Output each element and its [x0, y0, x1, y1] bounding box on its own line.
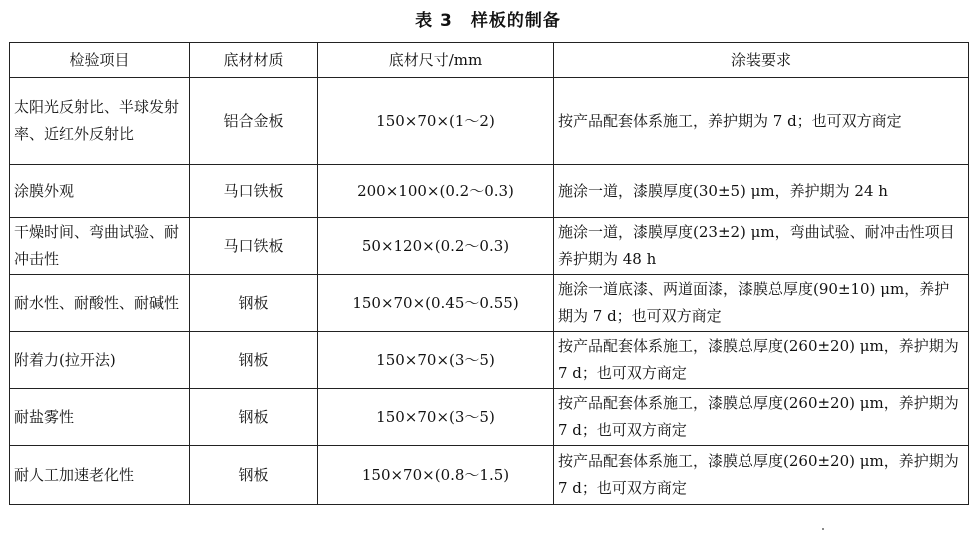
- cell-size: 50×120×(0.2～0.3): [318, 218, 554, 275]
- table-row: [10, 446, 969, 505]
- cell-test-item: 耐人工加速老化性: [10, 446, 190, 505]
- cell-requirement: 按产品配套体系施工，漆膜总厚度(260±20) μm，养护期为 7 d；也可双方商定: [554, 446, 969, 505]
- scan-speck: [822, 528, 824, 530]
- cell-size: 200×100×(0.2～0.3): [318, 165, 554, 218]
- specimen-preparation-table: [9, 42, 969, 505]
- header-substrate-material: 底材材质: [190, 43, 318, 78]
- cell-material: 马口铁板: [190, 218, 318, 275]
- table-row: [10, 78, 969, 165]
- table-row: [10, 218, 969, 275]
- table-row: [10, 332, 969, 389]
- cell-size: 150×70×(0.8～1.5): [318, 446, 554, 505]
- header-coating-requirement: 涂装要求: [554, 43, 969, 78]
- cell-requirement: 施涂一道，漆膜厚度(23±2) μm，弯曲试验、耐冲击性项目养护期为 48 h: [554, 218, 969, 275]
- cell-requirement: 按产品配套体系施工，漆膜总厚度(260±20) μm，养护期为 7 d；也可双方商定: [554, 389, 969, 446]
- cell-test-item: 附着力(拉开法): [10, 332, 190, 389]
- cell-material: 钢板: [190, 275, 318, 332]
- table-caption: [0, 6, 976, 31]
- cell-test-item: 耐水性、耐酸性、耐碱性: [10, 275, 190, 332]
- cell-size: 150×70×(1～2): [318, 78, 554, 165]
- header-test-item: 检验项目: [10, 43, 190, 78]
- cell-material: 铝合金板: [190, 78, 318, 165]
- cell-size: 150×70×(3～5): [318, 332, 554, 389]
- cell-test-item: 干燥时间、弯曲试验、耐冲击性: [10, 218, 190, 275]
- cell-requirement: 施涂一道，漆膜厚度(30±5) μm，养护期为 24 h: [554, 165, 969, 218]
- cell-requirement: 施涂一道底漆、两道面漆，漆膜总厚度(90±10) μm，养护期为 7 d；也可双方商定: [554, 275, 969, 332]
- table-row: [10, 165, 969, 218]
- cell-material: 钢板: [190, 332, 318, 389]
- cell-material: 马口铁板: [190, 165, 318, 218]
- cell-test-item: 涂膜外观: [10, 165, 190, 218]
- cell-requirement: 按产品配套体系施工，养护期为 7 d；也可双方商定: [554, 78, 969, 165]
- cell-material: 钢板: [190, 389, 318, 446]
- cell-requirement: 按产品配套体系施工，漆膜总厚度(260±20) μm，养护期为 7 d；也可双方商定: [554, 332, 969, 389]
- cell-material: 钢板: [190, 446, 318, 505]
- header-row: [10, 43, 969, 78]
- table-title: 样板的制备: [470, 11, 561, 31]
- cell-size: 150×70×(0.45～0.55): [318, 275, 554, 332]
- cell-test-item: 耐盐雾性: [10, 389, 190, 446]
- table-number: 表 3: [415, 11, 453, 31]
- table-row: [10, 389, 969, 446]
- cell-test-item: 太阳光反射比、半球发射率、近红外反射比: [10, 78, 190, 165]
- cell-size: 150×70×(3～5): [318, 389, 554, 446]
- table-row: [10, 275, 969, 332]
- header-substrate-size: 底材尺寸/mm: [318, 43, 554, 78]
